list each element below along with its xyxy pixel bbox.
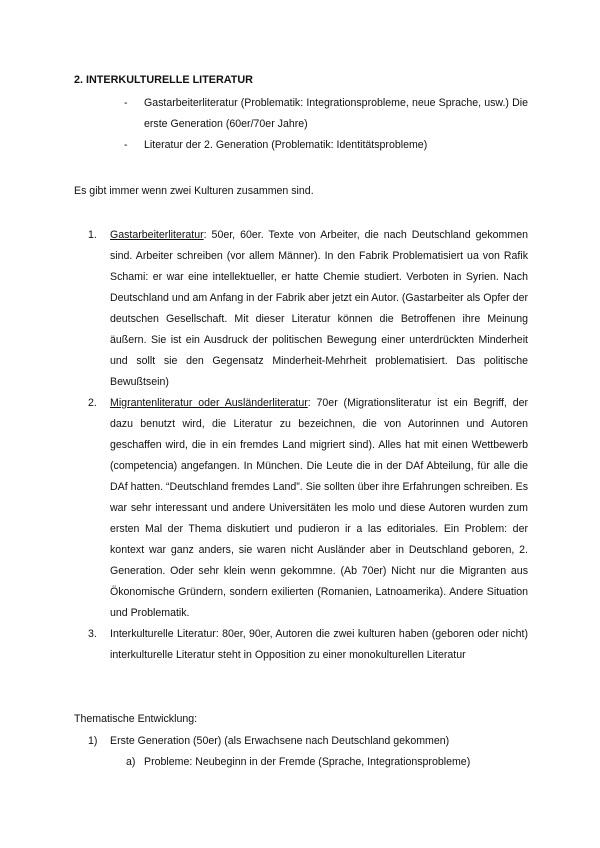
thema-item-text: Erste Generation (50er) (als Erwachsene nach Deutschland gekommen) xyxy=(110,735,450,747)
thema-item xyxy=(88,731,528,773)
bullet-text: Literatur der 2. Generation (Problematik: Identitätsprobleme) xyxy=(144,139,428,151)
thema-item-number: 1) xyxy=(88,735,98,747)
bullet-marker: - xyxy=(124,139,128,151)
section-heading: 2. INTERKULTURELLE LITERATUR xyxy=(74,74,253,86)
thema-subitem xyxy=(126,752,528,773)
thema-heading: Thematische Entwicklung: xyxy=(74,713,198,725)
bullet-item xyxy=(124,93,528,135)
item-term: Migrantenliteratur oder Ausländerliteratur xyxy=(110,397,308,409)
bullet-text: Gastarbeiterliteratur (Problematik: Integrationsprobleme, neue Sprache, usw.) Die erste Generation (60er/70er Jahre) xyxy=(144,97,528,130)
item-number: 3. xyxy=(88,628,97,640)
item-number: 2. xyxy=(88,397,97,409)
bullet-list xyxy=(124,93,528,156)
thema-sublist xyxy=(110,752,528,773)
bullet-item xyxy=(124,135,528,156)
numbered-item xyxy=(88,225,528,393)
thema-subitem-text: Probleme: Neubeginn in der Fremde (Sprache, Integrationsprobleme) xyxy=(144,756,471,768)
numbered-list xyxy=(88,225,528,666)
item-text: : 50er, 60er. Texte von Arbeiter, die nach Deutschland gekommen sind. Arbeiter schreiben (vor allem Männer). In den Fabrik Problematisiert ua von Rafik Schami: er war eine intellektueller, er hatte Chemie studiert. Verboten in Syrien. Nach Deutschland und am Anfang in der Fabrik aber jetzt ein Autor. (Gastarbeiter als Opfer der deutschen Gesellschaft. Mit dieser Literatur können die Betroffenen ihre Meinung äußern. Sie ist ein Ausdruck der politischen Bewegung einer unterdrückten Minderheit und sollt sie den Gegensatz Minderheit-Mehrheit problematisiert. Das politische Bewußtsein) xyxy=(110,229,528,388)
item-term: Gastarbeiterliteratur xyxy=(110,229,204,241)
numbered-item xyxy=(88,393,528,624)
item-number: 1. xyxy=(88,229,97,241)
intro-paragraph: Es gibt immer wenn zwei Kulturen zusammen sind. xyxy=(74,185,314,197)
numbered-item xyxy=(88,624,528,666)
item-text: Interkulturelle Literatur: 80er, 90er, Autoren die zwei kulturen haben (geboren oder nicht) interkulturelle Literatur steht in Opposition zu einer monokulturellen Literatur xyxy=(110,628,528,661)
thema-list xyxy=(88,731,528,773)
bullet-marker: - xyxy=(124,97,128,109)
thema-subitem-number: a) xyxy=(126,756,136,768)
item-text: : 70er (Migrationsliteratur ist ein Begriff, der dazu benutzt wird, die Literatur zu bezeichnen, die von Autorinnen und Autoren geschaffen wird, die in ein fremdes Land migriert sind). Alles hat mit einen Wettbewerb (competencia) angefangen. In München. Die Leute die in der DAf Abteilung, für alle die DAf hatten. “Deutschland fremdes Land”. Sie sollten über ihre Erfahrungen schreiben. Es war sehr interessant und andere Universitäten les molo und diese Autoren wurden zum ersten Mal der Thema diskutiert und pudieron ir a las editoriales. Ein Problem: der kontext war ganz anders, sie waren nicht Ausländer aber in Deutschland geboren, 2. Generation. Oder sehr klein wenn gekommne. (Ab 70er) Nicht nur die Migranten aus Ökonomische Gründern, sondern exilierten (Romanien, Latnoamerika). Andere Situation und Problematik. xyxy=(110,397,529,619)
